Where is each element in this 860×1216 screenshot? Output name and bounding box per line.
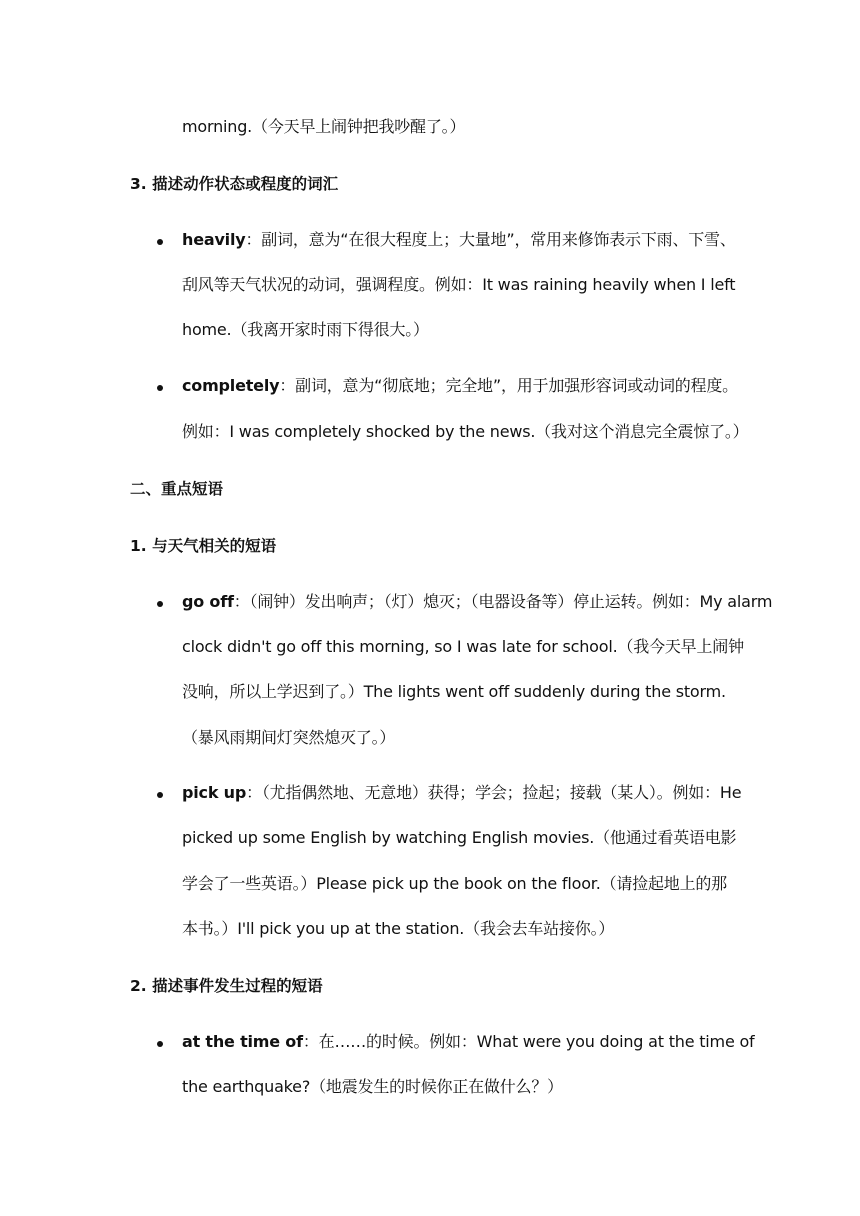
bullet-dot bbox=[157, 239, 163, 245]
phrase-definition: ：在……的时候。例如：What were you doing at the time of bbox=[302, 1032, 755, 1051]
vocab-item-completely bbox=[182, 375, 738, 397]
phrase-item-at-the-time-of bbox=[182, 1031, 755, 1053]
phrase-term: at the time of bbox=[182, 1032, 303, 1051]
phrase-definition: clock didn't go off this morning, so I was late for school.（我今天早上闹钟 bbox=[182, 637, 744, 656]
bullet-dot bbox=[157, 1041, 163, 1047]
phrase-term: go off bbox=[182, 592, 234, 611]
vocab-term: heavily bbox=[182, 230, 246, 249]
vocab-item-heavily bbox=[182, 229, 736, 251]
phrase-section-heading-1: 1. 与天气相关的短语 bbox=[130, 537, 277, 555]
vocab-definition: ：副词，意为“彻底地；完全地”，用于加强形容词或动词的程度。 bbox=[279, 376, 738, 395]
vocab-definition: ：副词，意为“在很大程度上；大量地”，常用来修饰表示下雨、下雪、 bbox=[245, 230, 736, 249]
vocab-definition: 例如：I was completely shocked by the news.（我对这个消息完全震惊了。） bbox=[182, 422, 749, 441]
bullet-dot bbox=[157, 792, 163, 798]
phrase-definition: ：（尤指偶然地、无意地）获得；学会；捡起；接载（某人）。例如：He bbox=[246, 783, 742, 802]
phrase-item-pick-up bbox=[182, 782, 741, 804]
phrase-definition: 没响，所以上学迟到了。）The lights went off suddenly during the storm. bbox=[182, 682, 726, 701]
phrase-definition: 本书。）I'll pick you up at the station.（我会去车站接你。） bbox=[182, 919, 615, 938]
phrase-section-heading-2: 2. 描述事件发生过程的短语 bbox=[130, 977, 323, 995]
phrase-definition: （暴风雨期间灯突然熄灭了。） bbox=[182, 728, 396, 747]
vocab-term: completely bbox=[182, 376, 280, 395]
continuation-text: morning.（今天早上闹钟把我吵醒了。） bbox=[182, 117, 466, 136]
phrase-definition: the earthquake?（地震发生的时候你正在做什么？） bbox=[182, 1077, 563, 1096]
phrase-definition: picked up some English by watching English movies.（他通过看英语电影 bbox=[182, 828, 737, 847]
phrase-definition: ：（闹钟）发出响声；（灯）熄灭；（电器设备等）停止运转。例如：My alarm bbox=[233, 592, 773, 611]
phrase-item-go-off bbox=[182, 591, 772, 613]
bullet-dot bbox=[157, 601, 163, 607]
phrase-definition: 学会了一些英语。）Please pick up the book on the floor.（请捡起地上的那 bbox=[182, 874, 727, 893]
vocab-definition: home.（我离开家时雨下得很大。） bbox=[182, 320, 429, 339]
phrase-term: pick up bbox=[182, 783, 247, 802]
vocab-definition: 刮风等天气状况的动词，强调程度。例如：It was raining heavily when I left bbox=[182, 275, 736, 294]
part-heading-2: 二、重点短语 bbox=[130, 480, 224, 498]
bullet-dot bbox=[157, 385, 163, 391]
section-heading-3: 3. 描述动作状态或程度的词汇 bbox=[130, 175, 339, 193]
